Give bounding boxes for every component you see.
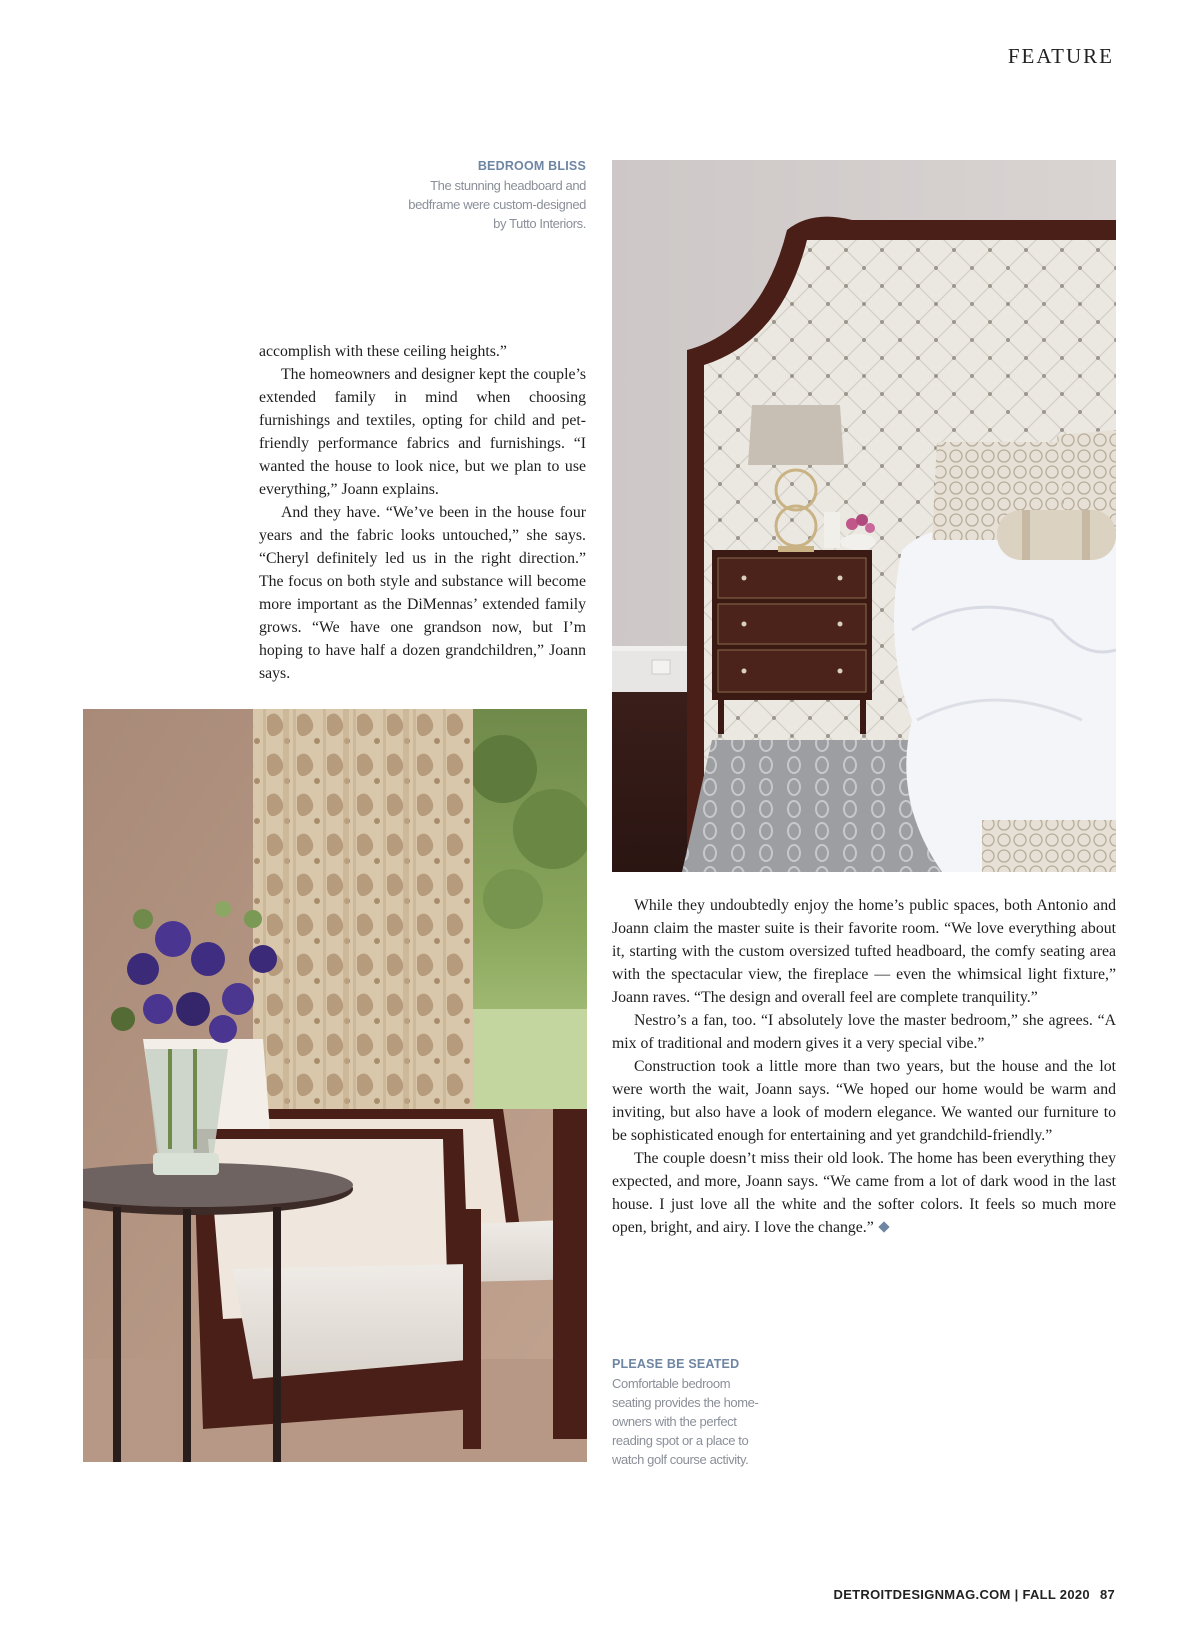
bedroom-photo	[612, 160, 1116, 872]
caption-text: Comfortable bedroom seating provides the home-owners with the perfect reading spot or a place to watch golf course activity.	[612, 1376, 759, 1467]
end-mark-icon	[878, 1221, 889, 1232]
paragraph: And they have. “We’ve been in the house four years and the fabric looks untouched,” she says. “Cheryl definitely led us in the right direction.” The focus on both style and substance will become more important as the DiMennas’ extended family grows. “We have one grandson now, but I’m hoping to have half a dozen grandchildren,” Joann says.	[259, 504, 586, 682]
paragraph	[612, 1147, 1116, 1239]
paragraph: The homeowners and designer kept the couple’s extended family in mind when choosing furnishings and textiles, opting for child and pet-friendly performance fabrics and furnishings. “I wanted the house to look nice, but we plan to use everything,” Joann explains.	[259, 366, 586, 498]
left-text-column	[259, 340, 586, 685]
paragraph: Construction took a little more than two years, but the house and the lot were worth the wait, Joann says. “We hoped our home would be warm and inviting, but also have a look of modern elegance. We wanted our furniture to be sophisticated enough for entertaining and yet grandchild-friendly.”	[612, 1058, 1116, 1144]
section-label: FEATURE	[1007, 44, 1114, 68]
paragraph: Nestro’s a fan, too. “I absolutely love the master bedroom,” she agrees. “A mix of traditional and modern gives it a very special vibe.”	[612, 1012, 1116, 1052]
caption-text: The stunning headboard and bedframe were custom-designed by Tutto Interiors.	[408, 178, 586, 231]
caption-bedroom	[400, 157, 586, 233]
chair-photo	[83, 709, 587, 1462]
caption-seating	[612, 1355, 772, 1469]
page-footer	[834, 1587, 1115, 1602]
paragraph: accomplish with these ceiling heights.”	[259, 343, 507, 360]
right-text-column	[612, 894, 1116, 1239]
last-paragraph-text: The couple doesn’t miss their old look. The home has been everything they expected, and more, Joann says. “We came from a lot of dark wood in the last house. I just love all the white and the softer colors. It feels so much more open, bright, and airy. I love the change.”	[612, 1150, 1116, 1236]
paragraph: While they undoubtedly enjoy the home’s public spaces, both Antonio and Joann claim the master suite is their favorite room. “We love everything about it, starting with the custom oversized tufted headboard, the comfy seating area with the spectacular view, the fireplace — even the whimsical light fixture,” Joann raves. “The design and overall feel are complete tranquility.”	[612, 897, 1116, 1006]
caption-title: BEDROOM BLISS	[477, 159, 586, 173]
footer-site: DETROITDESIGNMAG.COM | FALL 2020	[833, 1587, 1090, 1602]
page-number: 87	[1099, 1587, 1115, 1602]
caption-title: PLEASE BE SEATED	[612, 1357, 740, 1371]
